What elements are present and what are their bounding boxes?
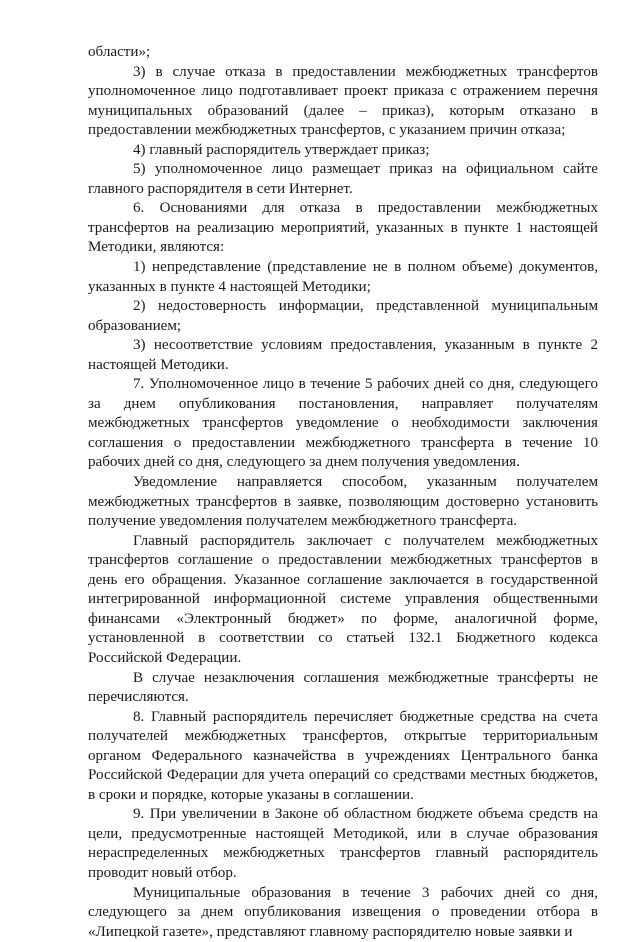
paragraph-section-8-transfer: 8. Главный распорядитель перечисляет бюджетные средства на счета получателей межбюджетных трансфертов, открытые территориальным органом Федерального казначейства в учреждениях Центрального банка Российской Федерации для учета операций со средствами местных бюджетов, в сроки и порядке, которые указаны в соглашении. bbox=[88, 708, 598, 803]
paragraph-item-5-publication: 5) уполномоченное лицо размещает приказ на официальном сайте главного распорядителя в сети Интернет. bbox=[88, 161, 598, 197]
paragraph-notification-method: Уведомление направляется способом, указанным получателем межбюджетных трансфертов в заявке, позволяющим достоверно установить получение уведомления получателем межбюджетного трансферта. bbox=[88, 474, 598, 530]
document-body bbox=[88, 43, 598, 942]
paragraph-section-7-notification: 7. Уполномоченное лицо в течение 5 рабочих дней со дня, следующего за днем опубликования постановления, направляет получателям межбюджетных трансфертов уведомление о необходимости заключения соглашения о предоставлении межбюджетного трансферта в течение 10 рабочих дней со дня, следующего за днем получения уведомления. bbox=[88, 376, 598, 471]
paragraph-ground-3: 3) несоответствие условиям предоставления, указанным в пункте 2 настоящей Методики. bbox=[88, 337, 598, 373]
paragraph-section-9-new-selection: 9. При увеличении в Законе об областном бюджете объема средств на цели, предусмотренные настоящей Методикой, или в случае образования нераспределенных межбюджетных трансфертов главный распорядитель проводит новый отбор. bbox=[88, 806, 598, 881]
paragraph-no-agreement: В случае незаключения соглашения межбюджетные трансферты не перечисляются. bbox=[88, 669, 598, 706]
paragraph-new-applications: Муниципальные образования в течение 3 рабочих дней со дня, следующего за днем опубликования извещения о проведении отбора в «Липецкой газете», представляют главному распорядителю новые заявки и bbox=[88, 884, 598, 940]
paragraph-item-3-refusal-order: 3) в случае отказа в предоставлении межбюджетных трансфертов уполномоченное лицо подготавливает проект приказа с отражением перечня муниципальных образований (далее – приказ), которым отказано в предоставлении межбюджетных трансфертов, с указанием причин отказа; bbox=[88, 63, 598, 139]
paragraph-ground-2: 2) недостоверность информации, представленной муниципальным образованием; bbox=[88, 298, 598, 334]
paragraph-section-6-refusal-grounds: 6. Основаниями для отказа в предоставлении межбюджетных трансфертов на реализацию мероприятий, указанных в пункте 1 настоящей Методики, являются: bbox=[88, 200, 598, 256]
paragraph-ground-1: 1) непредставление (представление не в полном объеме) документов, указанных в пункте 4 настоящей Методики; bbox=[88, 259, 598, 295]
paragraph-agreement: Главный распорядитель заключает с получателем межбюджетных трансфертов соглашение о предоставлении межбюджетных трансфертов в день его обращения. Указанное соглашение заключается в государственной интегрированной информационной системе управления общественными финансами «Электронный бюджет» по форме, аналогичной форме, установленной в соответствии со статьей 132.1 Бюджетного кодекса Российской Федерации. bbox=[88, 532, 598, 666]
paragraph-item-4-approval: 4) главный распорядитель утверждает приказ; bbox=[133, 141, 430, 158]
paragraph-continuation: области»; bbox=[88, 44, 151, 60]
